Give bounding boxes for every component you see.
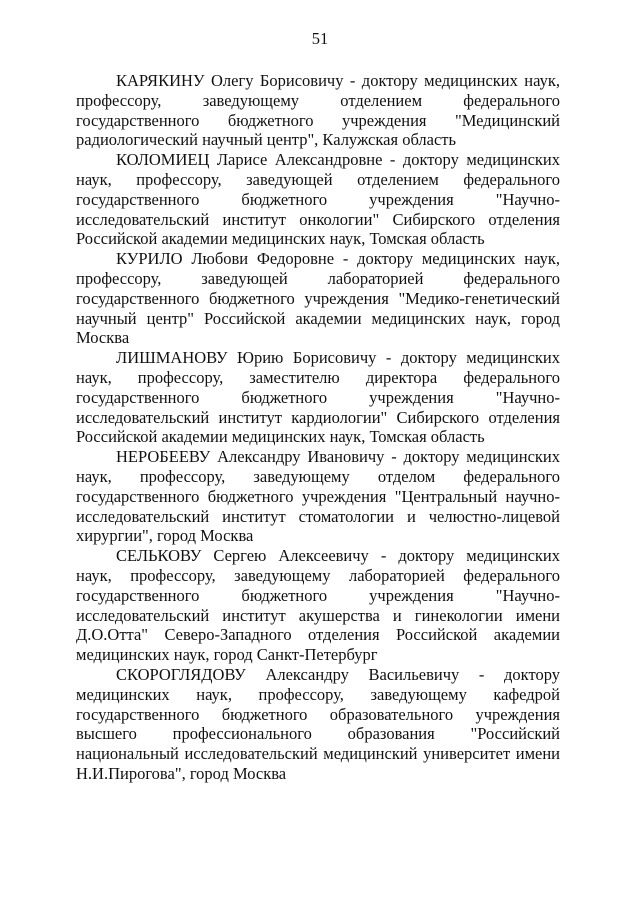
award-entry-nerobeev: НЕРОБЕЕВУ Александру Ивановичу - доктору медицинских наук, профессору, заведующему отделом федерального государственного бюджетного учреждения "Центральный научно-исследовательский институт стоматологии и челюстно-лицевой хирургии", город Москва — [76, 447, 560, 546]
award-entry-skoroglyadov: СКОРОГЛЯДОВУ Александру Васильевичу - доктору медицинских наук, профессору, заведующему кафедрой государственного бюджетного образовательного учреждения высшего профессионального образования "Российский национальный исследовательский медицинский университет имени Н.И.Пирогова", город Москва — [76, 664, 560, 783]
award-entry-lishmanov: ЛИШМАНОВУ Юрию Борисовичу - доктору медицинских наук, профессору, заместителю директора федерального государственного бюджетного учреждения "Научно-исследовательский институт кардиологии" Сибирского отделения Российской академии медицинских наук, Томская область — [76, 348, 560, 447]
award-entry-kolomiets: КОЛОМИЕЦ Ларисе Александровне - доктору медицинских наук, профессору, заведующей отделением федерального государственного бюджетного учреждения "Научно-исследовательский институт онкологии" Сибирского отделения Российской академии медицинских наук, Томская область — [76, 150, 560, 249]
document-body — [76, 71, 560, 784]
award-entry-selkov: СЕЛЬКОВУ Сергею Алексеевичу - доктору медицинских наук, профессору, заведующему лабораторией федерального государственного бюджетного учреждения "Научно-исследовательский институт акушерства и гинекологии имени Д.О.Отта" Северо-Западного отделения Российской академии медицинских наук, город Санкт-Петербург — [76, 546, 560, 665]
award-entry-karyakin: КАРЯКИНУ Олегу Борисовичу - доктору медицинских наук, профессору, заведующему отделением федерального государственного бюджетного учреждения "Медицинский радиологический научный центр", Калужская область — [76, 71, 560, 150]
award-entry-kurilo: КУРИЛО Любови Федоровне - доктору медицинских наук, профессору, заведующей лабораторией федерального государственного бюджетного учреждения "Медико-генетический научный центр" Российской академии медицинских наук, город Москва — [76, 249, 560, 348]
page-number: 51 — [311, 29, 329, 48]
